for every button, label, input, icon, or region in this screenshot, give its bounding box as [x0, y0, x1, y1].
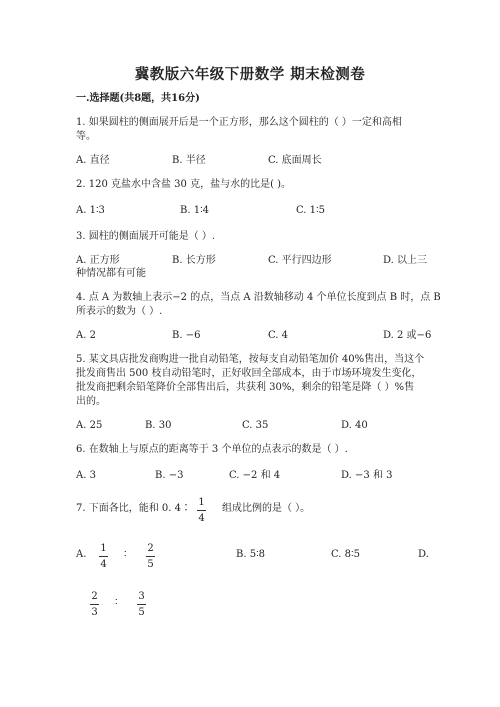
question-6-stem: 6. 在数轴上与原点的距离等于 3 个单位的点表示的数是（ ）. — [76, 444, 348, 455]
fraction-denominator: 4 — [100, 559, 107, 570]
question-1-option-a: A. 直径 — [76, 155, 110, 166]
question-7-option-d-fraction-right — [137, 591, 146, 618]
fraction-denominator: 5 — [138, 607, 145, 618]
question-2-option-b: B. 1∶4 — [180, 205, 210, 216]
question-7-option-d-colon: ∶ — [115, 597, 118, 608]
fraction-denominator: 3 — [91, 607, 98, 618]
question-1-stem-line2: 等。 — [76, 131, 96, 142]
question-7-stem-part2: 组成比例的是（ ）。 — [222, 503, 311, 514]
fraction-bar — [90, 604, 99, 605]
question-4-option-a: A. 2 — [76, 330, 96, 341]
question-6-option-d: D. −3 和 3 — [341, 470, 393, 481]
fraction-denominator: 5 — [147, 559, 154, 570]
question-4-stem-line1: 4. 点 A 为数轴上表示−2 的点，当点 A 沿数轴移动 4 个单位长度到点 B 时，点 B — [76, 292, 441, 303]
question-3-option-d: D. 以上三 — [383, 255, 428, 266]
fraction-numerator: 1 — [198, 497, 205, 508]
question-7-option-a-colon: ∶ — [124, 549, 127, 560]
question-4-option-d: D. 2 或−6 — [383, 330, 432, 341]
fraction-bar — [137, 604, 146, 605]
question-5-stem-line4: 出的。 — [76, 396, 106, 407]
question-7-option-d-fraction-left — [90, 591, 99, 618]
fraction-numerator: 3 — [138, 591, 145, 602]
question-7-option-a-fraction-right — [146, 543, 155, 570]
question-5-option-a: A. 25 — [76, 420, 103, 431]
fraction-bar — [146, 556, 155, 557]
fraction-numerator: 1 — [100, 543, 107, 554]
question-5-option-b: B. 30 — [145, 420, 172, 431]
question-7-stem-part1: 7. 下面各比，能和 0. 4∶ — [76, 503, 191, 514]
question-3-option-a: A. 正方形 — [76, 255, 120, 266]
question-4-stem-line2: 所表示的数为（ ）. — [76, 306, 163, 317]
question-5-stem-line1: 5. 某文具店批发商购进一批自动铅笔，按每支自动铅笔加价 40%售出，当这个 — [76, 354, 425, 365]
question-3-stem: 3. 圆柱的侧面展开可能是（ ）. — [76, 231, 216, 242]
question-5-option-c: C. 35 — [242, 420, 269, 431]
question-3-option-c: C. 平行四边形 — [268, 255, 332, 266]
fraction-numerator: 2 — [147, 543, 154, 554]
question-5-option-d: D. 40 — [341, 420, 368, 431]
question-3-option-d-continued: 种情况都有可能 — [76, 268, 146, 279]
question-7-option-a-label: A. — [76, 549, 87, 560]
question-7-option-a-fraction-left — [99, 543, 108, 570]
question-2-option-a: A. 1∶3 — [76, 205, 105, 216]
question-7-option-d-label: D. — [418, 549, 429, 560]
question-7-option-b: B. 5∶8 — [236, 549, 266, 560]
fraction-numerator: 2 — [91, 591, 98, 602]
question-2-stem: 2. 120 克盐水中含盐 30 克，盐与水的比是( )。 — [76, 179, 292, 190]
question-5-stem-line3: 批发商把剩余铅笔降价全部售出后，共获利 30%，剩余的铅笔是降（ ）%售 — [76, 382, 415, 393]
question-5-stem-line2: 批发商售出 500 枝自动铅笔时，正好收回全部成本，由于市场环境发生变化， — [76, 368, 422, 379]
question-6-option-a: A. 3 — [76, 470, 96, 481]
question-4-option-c: C. 4 — [268, 330, 289, 341]
question-3-option-b: B. 长方形 — [172, 255, 216, 266]
question-1-option-b: B. 半径 — [172, 155, 206, 166]
question-4-option-b: B. −6 — [172, 330, 201, 341]
question-7-stem-fraction — [197, 497, 206, 524]
section-heading: 一.选择题(共8题，共16分) — [76, 93, 200, 104]
fraction-bar — [197, 510, 206, 511]
question-7-option-c: C. 8∶5 — [331, 549, 360, 560]
question-6-option-c: C. −2 和 4 — [229, 470, 281, 481]
question-1-option-c: C. 底面周长 — [268, 155, 322, 166]
question-6-option-b: B. −3 — [155, 470, 184, 481]
fraction-denominator: 4 — [198, 513, 205, 524]
question-2-option-c: C. 1∶5 — [296, 205, 325, 216]
question-1-stem-line1: 1. 如果圆柱的侧面展开后是一个正方形，那么这个圆柱的（ ）一定和高相 — [76, 117, 402, 128]
page-title: 冀教版六年级下册数学 期末检测卷 — [134, 66, 366, 83]
fraction-bar — [99, 556, 108, 557]
